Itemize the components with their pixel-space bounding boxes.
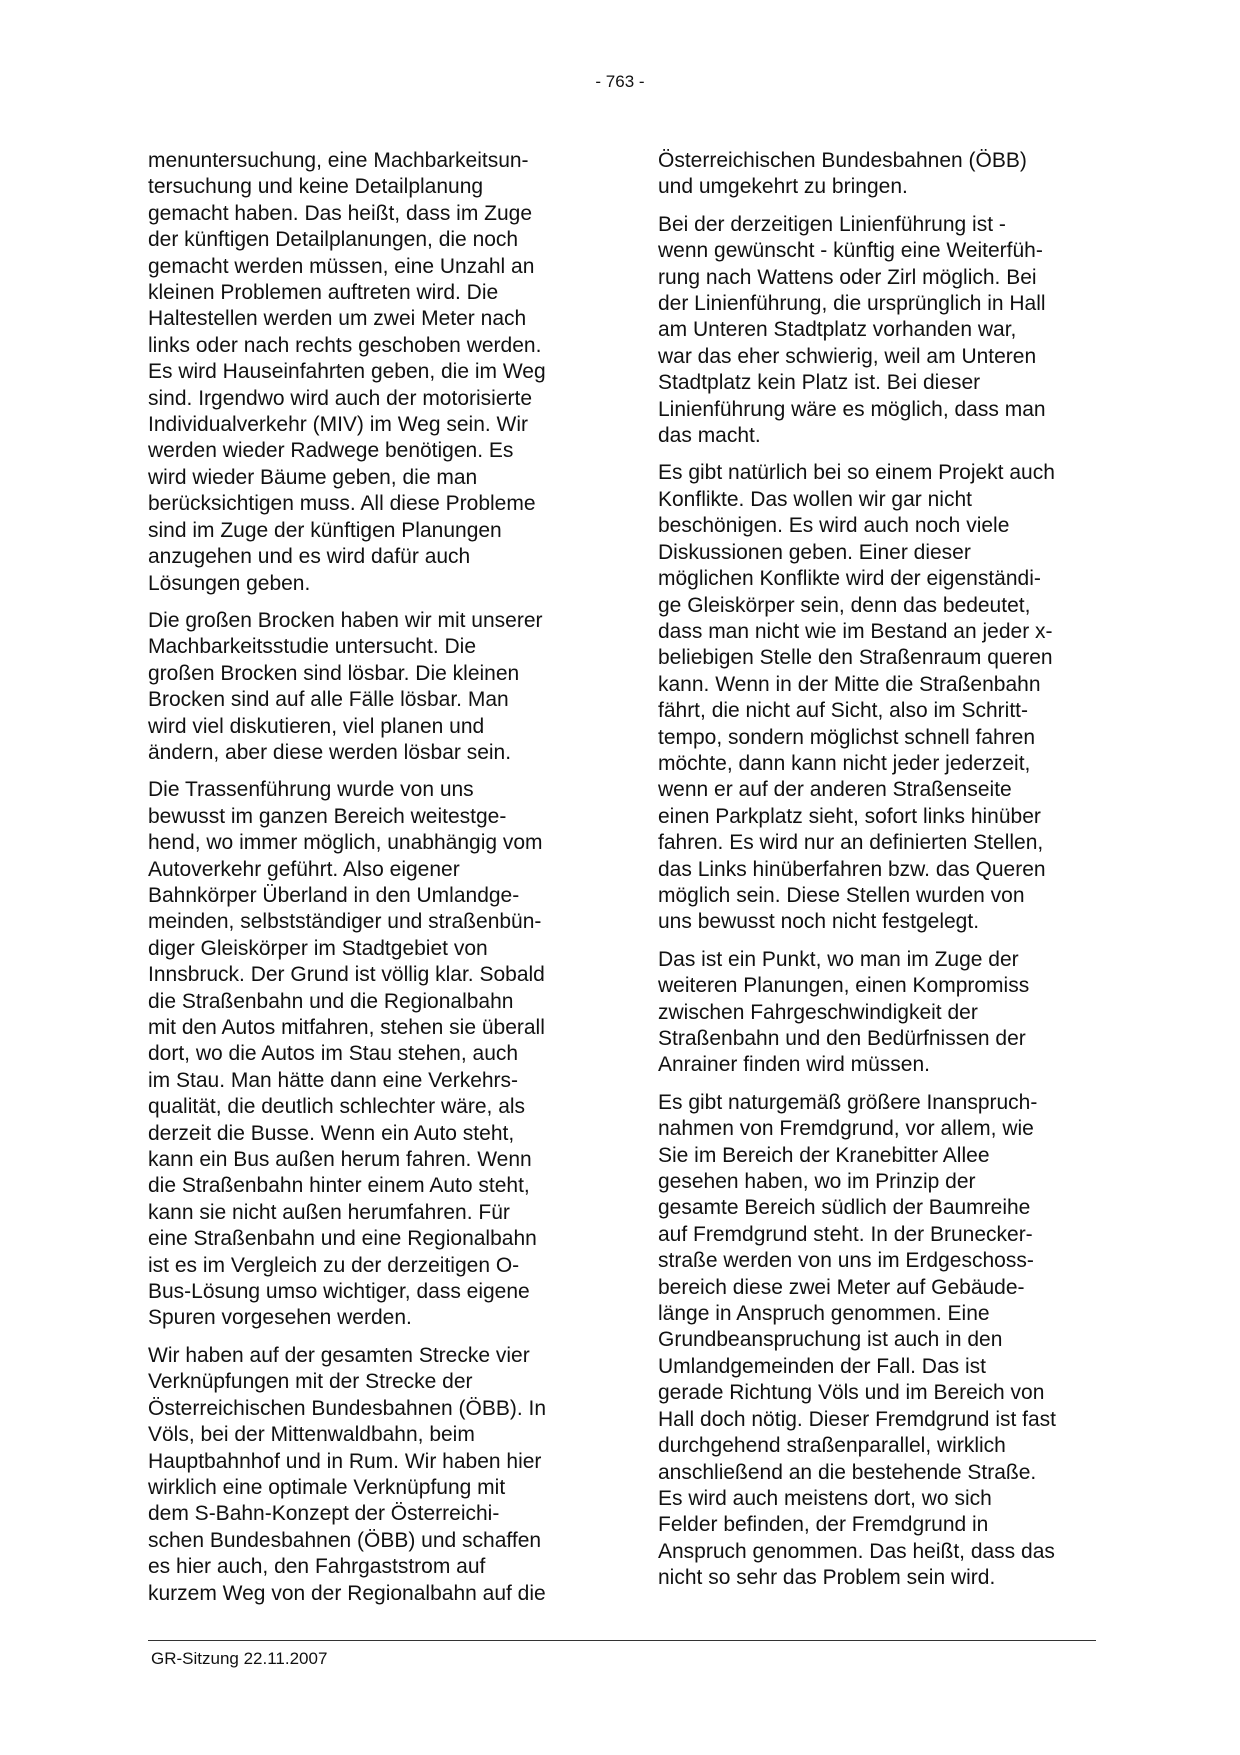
text-line: Das ist ein Punkt, wo man im Zuge der — [658, 947, 1019, 971]
text-line: beliebigen Stelle den Straßenraum queren — [658, 646, 1053, 670]
text-line: gesamte Bereich südlich der Baumreihe — [658, 1196, 1031, 1220]
text-line: das Links hinüberfahren bzw. das Queren — [658, 857, 1046, 881]
text-line: meinden, selbstständiger und straßenbün- — [148, 910, 542, 934]
left-column — [148, 148, 590, 1618]
text-line: Es gibt naturgemäß größere Inanspruch- — [658, 1090, 1038, 1114]
text-line: rung nach Wattens oder Zirl möglich. Bei — [658, 265, 1037, 289]
text-line: fahren. Es wird nur an definierten Stellen, — [658, 831, 1044, 855]
text-line: Anrainer finden wird müssen. — [658, 1053, 930, 1077]
text-line: kann ein Bus außen herum fahren. Wenn — [148, 1148, 532, 1172]
text-line: der künftigen Detailplanungen, die noch — [148, 228, 519, 252]
text-line: ändern, aber diese werden lösbar sein. — [148, 740, 512, 764]
text-line: Bahnkörper Überland in den Umlandge- — [148, 883, 520, 907]
text-line: möglich sein. Diese Stellen wurden von — [658, 883, 1025, 907]
text-line: das macht. — [658, 424, 761, 448]
text-line: dem S-Bahn-Konzept der Österreichi- — [148, 1502, 500, 1526]
text-line: qualität, die deutlich schlechter wäre, als — [148, 1095, 526, 1119]
text-line: Hauptbahnhof und in Rum. Wir haben hier — [148, 1449, 542, 1473]
text-line: Die Trassenführung wurde von uns — [148, 778, 474, 802]
text-line: straße werden von uns im Erdgeschoss- — [658, 1249, 1034, 1273]
text-line: Linienführung wäre es möglich, dass man — [658, 397, 1046, 421]
text-line: Straßenbahn und den Bedürfnissen der — [658, 1027, 1026, 1050]
paragraph — [148, 777, 590, 1332]
text-line: kurzem Weg von der Regionalbahn auf die — [148, 1581, 546, 1605]
text-line: ge Gleiskörper sein, denn das bedeutet, — [658, 593, 1031, 617]
text-line: Die großen Brocken haben wir mit unserer — [148, 608, 543, 632]
text-line: die Straßenbahn und die Regionalbahn — [148, 989, 514, 1013]
text-line: links oder nach rechts geschoben werden. — [148, 333, 542, 357]
text-line: gesehen haben, wo im Prinzip der — [658, 1170, 976, 1194]
text-line: wirklich eine optimale Verknüpfung mit — [148, 1475, 506, 1499]
text-line: Verknüpfungen mit der Strecke der — [148, 1370, 473, 1394]
text-line: kann. Wenn in der Mitte die Straßenbahn — [658, 672, 1041, 696]
text-line: eine Straßenbahn und eine Regionalbahn — [148, 1227, 537, 1251]
text-line: anzugehen und es wird dafür auch — [148, 545, 471, 569]
text-line: Bus-Lösung umso wichtiger, dass eigene — [148, 1280, 530, 1304]
paragraph — [148, 148, 590, 597]
text-line: großen Brocken sind lösbar. Die kleinen — [148, 661, 520, 685]
footer-divider — [148, 1640, 1096, 1641]
text-line: Autoverkehr geführt. Also eigener — [148, 857, 460, 881]
text-line: Anspruch genommen. Das heißt, dass das — [658, 1539, 1055, 1563]
text-line: Umlandgemeinden der Fall. Das ist — [658, 1354, 986, 1378]
text-line: Grundbeanspruchung ist auch in den — [658, 1328, 1003, 1352]
page-number: - 763 - — [595, 72, 645, 91]
text-line: ist es im Vergleich zu der derzeitigen O- — [148, 1253, 520, 1277]
paragraph — [658, 460, 1100, 935]
text-line: Innsbruck. Der Grund ist völlig klar. Sobald — [148, 963, 545, 987]
paragraph — [658, 947, 1100, 1079]
paragraph — [148, 608, 590, 766]
text-line: wenn gewünscht - künftig eine Weiterfüh- — [658, 239, 1043, 263]
text-line: war das eher schwierig, weil am Unteren — [658, 344, 1037, 368]
text-line: gemacht werden müssen, eine Unzahl an — [148, 254, 535, 278]
text-line: dass man nicht wie im Bestand an jeder x- — [658, 619, 1053, 643]
text-line: kleinen Problemen auftreten wird. Die — [148, 281, 499, 305]
text-line: dort, wo die Autos im Stau stehen, auch — [148, 1042, 519, 1066]
text-line: sind. Irgendwo wird auch der motorisierte — [148, 386, 533, 410]
text-line: Österreichischen Bundesbahnen (ÖBB). In — [148, 1396, 547, 1420]
text-line: sind im Zuge der künftigen Planungen — [148, 518, 502, 542]
text-line: Spuren vorgesehen werden. — [148, 1306, 412, 1330]
paragraph — [658, 148, 1100, 201]
text-line: tersuchung und keine Detailplanung — [148, 175, 484, 199]
text-line: bereich diese zwei Meter auf Gebäude- — [658, 1275, 1025, 1299]
text-line: Machbarkeitsstudie untersucht. Die — [148, 635, 476, 659]
text-line: beschönigen. Es wird auch noch viele — [658, 514, 1010, 538]
text-line: und umgekehrt zu bringen. — [658, 175, 908, 199]
text-line: möchte, dann kann nicht jeder jederzeit, — [658, 751, 1031, 775]
text-line: möglichen Konflikte wird der eigenständi- — [658, 567, 1041, 591]
text-line: Es gibt natürlich bei so einem Projekt auch — [658, 461, 1055, 485]
text-line: derzeit die Busse. Wenn ein Auto steht, — [148, 1121, 515, 1145]
text-line: im Stau. Man hätte dann eine Verkehrs- — [148, 1068, 519, 1092]
text-line: Individualverkehr (MIV) im Weg sein. Wir — [148, 413, 529, 437]
text-line: menuntersuchung, eine Machbarkeitsun- — [148, 149, 529, 172]
text-line: Stadtplatz kein Platz ist. Bei dieser — [658, 371, 981, 395]
text-line: die Straßenbahn hinter einem Auto steht, — [148, 1174, 530, 1198]
text-line: auf Fremdgrund steht. In der Brunecker- — [658, 1222, 1033, 1246]
text-line: Völs, bei der Mittenwaldbahn, beim — [148, 1423, 475, 1447]
text-line: fährt, die nicht auf Sicht, also im Schritt- — [658, 699, 1028, 723]
text-line: am Unteren Stadtplatz vorhanden war, — [658, 318, 1017, 342]
text-line: mit den Autos mitfahren, stehen sie überall — [148, 1016, 545, 1039]
text-line: berücksichtigen muss. All diese Probleme — [148, 492, 536, 516]
text-line: Österreichischen Bundesbahnen (ÖBB) — [658, 149, 1027, 172]
text-line: zwischen Fahrgeschwindigkeit der — [658, 1000, 978, 1024]
text-line: anschließend an die bestehende Straße. — [658, 1460, 1037, 1484]
footer-session-date: GR-Sitzung 22.11.2007 — [151, 1649, 328, 1668]
text-line: schen Bundesbahnen (ÖBB) und schaffen — [148, 1528, 542, 1552]
paragraph — [658, 212, 1100, 450]
text-line: Konflikte. Das wollen wir gar nicht — [658, 487, 972, 511]
text-line: Sie im Bereich der Kranebitter Allee — [658, 1143, 990, 1167]
text-line: wird viel diskutieren, viel planen und — [148, 714, 485, 738]
right-column — [658, 148, 1100, 1603]
text-line: einen Parkplatz sieht, sofort links hinüber — [658, 804, 1041, 828]
text-line: Bei der derzeitigen Linienführung ist - — [658, 212, 1006, 236]
text-line: wenn er auf der anderen Straßenseite — [658, 778, 1012, 802]
text-line: Hall doch nötig. Dieser Fremdgrund ist fast — [658, 1407, 1057, 1431]
text-line: tempo, sondern möglichst schnell fahren — [658, 725, 1036, 749]
text-line: nicht so sehr das Problem sein wird. — [658, 1566, 996, 1590]
text-line: wird wieder Bäume geben, die man — [148, 465, 478, 489]
text-line: uns bewusst noch nicht festgelegt. — [658, 910, 980, 934]
text-line: werden wieder Radwege benötigen. Es — [148, 439, 514, 463]
text-line: Brocken sind auf alle Fälle lösbar. Man — [148, 688, 509, 712]
text-line: Diskussionen geben. Einer dieser — [658, 540, 971, 564]
text-line: nahmen von Fremdgrund, vor allem, wie — [658, 1117, 1034, 1141]
paragraph — [148, 1343, 590, 1607]
text-line: Haltestellen werden um zwei Meter nach — [148, 307, 527, 331]
text-line: bewusst im ganzen Bereich weitestge- — [148, 804, 507, 828]
text-line: der Linienführung, die ursprünglich in Hall — [658, 292, 1046, 316]
text-line: diger Gleiskörper im Stadtgebiet von — [148, 936, 488, 960]
text-line: durchgehend straßenparallel, wirklich — [658, 1434, 1006, 1458]
text-line: Lösungen geben. — [148, 571, 311, 595]
paragraph — [658, 1090, 1100, 1592]
text-line: länge in Anspruch genommen. Eine — [658, 1302, 990, 1326]
text-line: Es wird Hauseinfahrten geben, die im Weg — [148, 360, 546, 384]
text-line: Wir haben auf der gesamten Strecke vier — [148, 1343, 530, 1367]
text-line: Es wird auch meistens dort, wo sich — [658, 1486, 992, 1510]
text-line: es hier auch, den Fahrgaststrom auf — [148, 1555, 486, 1579]
text-line: hend, wo immer möglich, unabhängig vom — [148, 831, 543, 855]
text-line: Felder befinden, der Fremdgrund in — [658, 1513, 989, 1537]
text-line: weiteren Planungen, einen Kompromiss — [658, 974, 1030, 998]
text-line: gerade Richtung Völs und im Bereich von — [658, 1381, 1045, 1405]
text-line: gemacht haben. Das heißt, dass im Zuge — [148, 201, 533, 225]
text-line: kann sie nicht außen herumfahren. Für — [148, 1200, 510, 1224]
